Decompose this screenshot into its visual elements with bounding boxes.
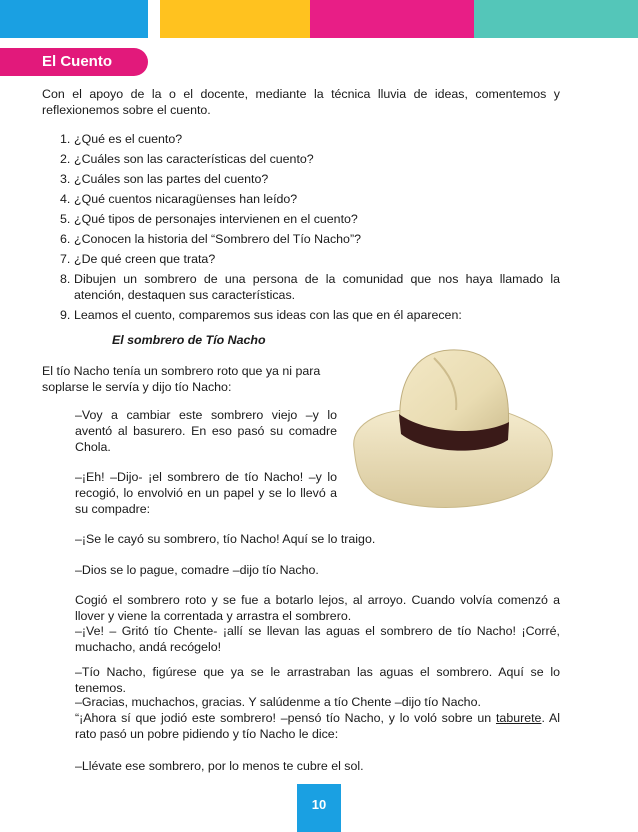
color-segment-teal xyxy=(474,0,638,38)
question-text: ¿Qué tipos de personajes intervienen en el cuento? xyxy=(74,212,358,226)
story-dialogue-7: –Gracias, muchachos, gracias. Y salúdenme a tío Chente –dijo tío Nacho. xyxy=(75,695,481,709)
question-text: ¿Qué cuentos nicaragüenses han leído? xyxy=(74,192,298,206)
story-dialogue-8: –Llévate ese sombrero, por lo menos te cubre el sol. xyxy=(75,759,364,773)
question-item xyxy=(42,151,560,167)
underlined-word: taburete xyxy=(495,711,542,725)
question-item xyxy=(42,307,560,323)
page-number: 10 xyxy=(297,784,341,832)
question-number: 4. xyxy=(60,192,71,206)
story-dialogue-1: –Voy a cambiar este sombrero viejo –y lo aventó al basurero. En eso pasó su comadre Chola. xyxy=(75,408,337,454)
intro-paragraph: Con el apoyo de la o el docente, mediante la técnica lluvia de ideas, comentemos y reflexionemos sobre el cuento. xyxy=(42,87,560,117)
question-text: ¿Cuáles son las partes del cuento? xyxy=(74,172,269,186)
question-number: 6. xyxy=(60,232,71,246)
story-dialogue-4: –Dios se lo pague, comadre –dijo tío Nacho. xyxy=(75,563,319,577)
question-text: Dibujen un sombrero de una persona de la comunidad que nos haya llamado la atención, destaquen sus características. xyxy=(74,272,560,302)
color-segment-yellow xyxy=(160,0,310,38)
question-text: ¿Conocen la historia del “Sombrero del Tío Nacho”? xyxy=(74,232,361,246)
question-number: 1. xyxy=(60,132,71,146)
question-number: 9. xyxy=(60,308,71,322)
question-number: 3. xyxy=(60,172,71,186)
question-text: ¿Cuáles son las características del cuento? xyxy=(74,152,314,166)
story-dialogue-6: –Tío Nacho, figúrese que ya se le arrastraban las aguas el sombrero. Aquí se lo tenemos. xyxy=(75,665,560,695)
question-number: 5. xyxy=(60,212,71,226)
story-dialogue-3: –¡Se le cayó su sombrero, tío Nacho! Aquí se lo traigo. xyxy=(75,532,376,546)
question-number: 2. xyxy=(60,152,71,166)
color-segment-pink xyxy=(310,0,474,38)
activity-block xyxy=(42,86,560,327)
question-text: Leamos el cuento, comparemos sus ideas con las que en él aparecen: xyxy=(74,308,462,322)
story-text: “¡Ahora sí que jodió este sombrero! –pensó tío Nacho, y lo voló sobre un xyxy=(75,711,496,725)
question-item xyxy=(42,271,560,303)
question-text: ¿Qué es el cuento? xyxy=(74,132,183,146)
question-item xyxy=(42,171,560,187)
question-item xyxy=(42,191,560,207)
panama-hat-image xyxy=(346,330,560,520)
story-paragraph-3 xyxy=(75,710,560,742)
question-item xyxy=(42,251,560,267)
question-text: ¿De qué creen que trata? xyxy=(74,252,216,266)
story-title: El sombrero de Tío Nacho xyxy=(112,333,266,347)
color-segment-blue xyxy=(0,0,148,38)
question-list xyxy=(42,131,560,323)
question-item xyxy=(42,211,560,227)
question-number: 8. xyxy=(60,272,71,286)
section-tag: El Cuento xyxy=(0,48,148,76)
question-item xyxy=(42,131,560,147)
question-number: 7. xyxy=(60,252,71,266)
story-dialogue-2: –¡Eh! –Dijo- ¡el sombrero de tío Nacho! –y lo recogió, lo envolvió en un papel y se lo llevó a su compadre: xyxy=(75,470,337,516)
color-segment-gap xyxy=(148,0,160,38)
story-paragraph-1: El tío Nacho tenía un sombrero roto que ya ni para soplarse le servía y dijo tío Nacho: xyxy=(42,364,321,394)
story-paragraph-2: Cogió el sombrero roto y se fue a botarlo lejos, al arroyo. Cuando volvía comenzó a llover y viene la correntada y arrastra el sombrero. xyxy=(75,593,560,623)
story-dialogue-5: –¡Ve! – Gritó tío Chente- ¡allí se llevan las aguas el sombrero de tío Nacho! ¡Corré, muchacho, andá recógelo! xyxy=(75,624,560,654)
story-text: . Al rato pasó un pobre pidiendo y tío Nacho le dice: xyxy=(75,711,561,741)
top-color-bar xyxy=(0,0,638,38)
question-item xyxy=(42,231,560,247)
